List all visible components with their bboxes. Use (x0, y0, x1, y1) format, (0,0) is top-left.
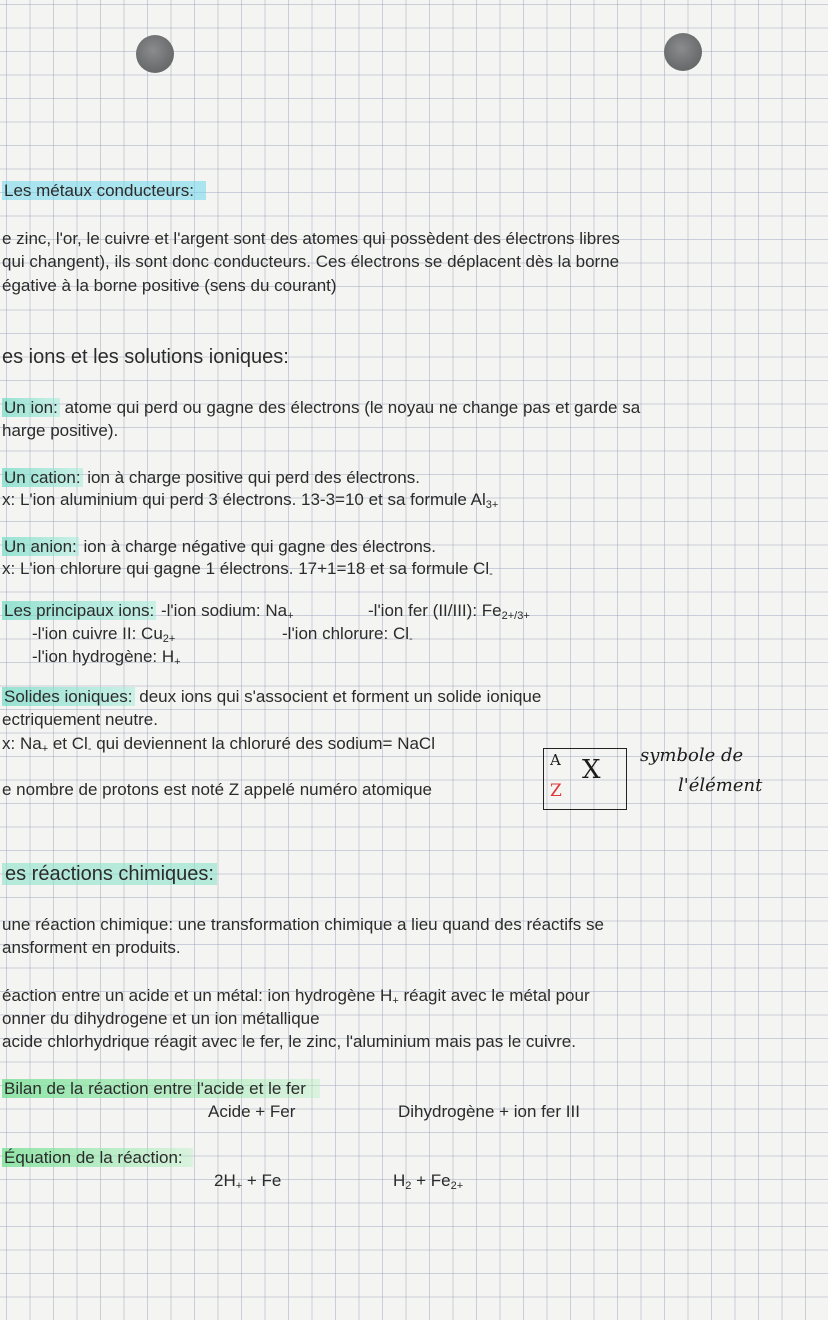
box-z: Z (550, 781, 562, 801)
bilan-title: Bilan de la réaction entre l'acide et le fer (2, 1078, 320, 1100)
solides-example: x: $Na_+$ et $Cl_-$ qui deviennent la chloruré des sodium= NaCl (2, 734, 435, 755)
reaction-definition-2: ansforment en produits. (2, 938, 181, 957)
hand-note-1: symbole de (640, 745, 744, 766)
acide-metal-3: acide chlorhydrique réagit avec le fer, le zinc, l'aluminium mais pas le cuivre. (2, 1032, 576, 1051)
acide-metal-1: éaction entre un acide et un métal: ion hydrogène $H_+$ réagit avec le métal pour (2, 986, 590, 1007)
ion-definition: Un ion: atome qui perd ou gagne des électrons (le noyau ne change pas et garde sa (4, 398, 641, 417)
ion-cuivre: -l'ion cuivre II: $Cu_{2+}$ (32, 624, 176, 645)
binder-hole-left (136, 35, 174, 73)
equation-title: Équation de la réaction: (2, 1147, 193, 1169)
notation-box (543, 748, 627, 810)
section-title-reactions: es réactions chimiques: (2, 861, 217, 887)
binder-hole-right (664, 33, 702, 71)
box-a: A (550, 751, 561, 769)
section-title-metaux: Les métaux conducteurs: (2, 180, 206, 202)
ion-hydrogene: -l'ion hydrogène: $H_+$ (32, 647, 181, 668)
solides-ioniques-2: ectriquement neutre. (2, 710, 158, 729)
anion-term: Un anion: (4, 537, 77, 556)
cation-term: Un cation: (4, 468, 81, 487)
metaux-text-2: qui changent), ils sont donc conducteurs. Ces électrons se déplacent dès la borne (2, 252, 620, 271)
principaux-ions: Les principaux ions: -l'ion sodium: $Na_+$ (4, 601, 294, 622)
hand-note-2: l'élément (678, 775, 763, 796)
ion-definition-2: harge positive). (2, 421, 119, 440)
ion-term: Un ion: (4, 398, 58, 417)
box-x: X (582, 755, 601, 785)
solides-term: Solides ioniques: (4, 687, 133, 706)
protons-note: e nombre de protons est noté Z appelé numéro atomique (2, 780, 432, 799)
anion-definition: Un anion: ion à charge négative qui gagne des électrons. (4, 537, 437, 556)
ion-fer: -l'ion fer (II/III): $Fe_{2+/3+}$ (368, 601, 530, 622)
ion-chlorure: -l'ion chlorure: $Cl_-$ (282, 624, 413, 645)
bilan-reactifs: Acide + Fer (208, 1102, 296, 1121)
cation-definition: Un cation: ion à charge positive qui perd des électrons. (4, 468, 420, 487)
equation-produits: $H_2 + Fe_{2+}$ (393, 1171, 464, 1192)
equation-reactifs: $2H_+ + Fe$ (214, 1171, 282, 1192)
principaux-term: Les principaux ions: (4, 601, 155, 620)
acide-metal-2: onner du dihydrogene et un ion métallique (2, 1009, 320, 1028)
cation-example: x: L'ion aluminium qui perd 3 électrons. 13-3=10 et sa formule $Al_{3+}$ (2, 490, 499, 511)
metaux-text-3: égative à la borne positive (sens du courant) (2, 276, 337, 295)
solides-ioniques: Solides ioniques: deux ions qui s'associent et forment un solide ionique (4, 687, 542, 706)
section-title-ions: es ions et les solutions ioniques: (2, 346, 289, 368)
reaction-definition-1: une réaction chimique: une transformation chimique a lieu quand des réactifs se (2, 915, 604, 934)
metaux-text-1: e zinc, l'or, le cuivre et l'argent sont des atomes qui possèdent des électrons libres (2, 229, 620, 248)
anion-example: x: L'ion chlorure qui gagne 1 électrons. 17+1=18 et sa formule $Cl_-$ (2, 559, 493, 580)
bilan-produits: Dihydrogène + ion fer III (398, 1102, 580, 1121)
